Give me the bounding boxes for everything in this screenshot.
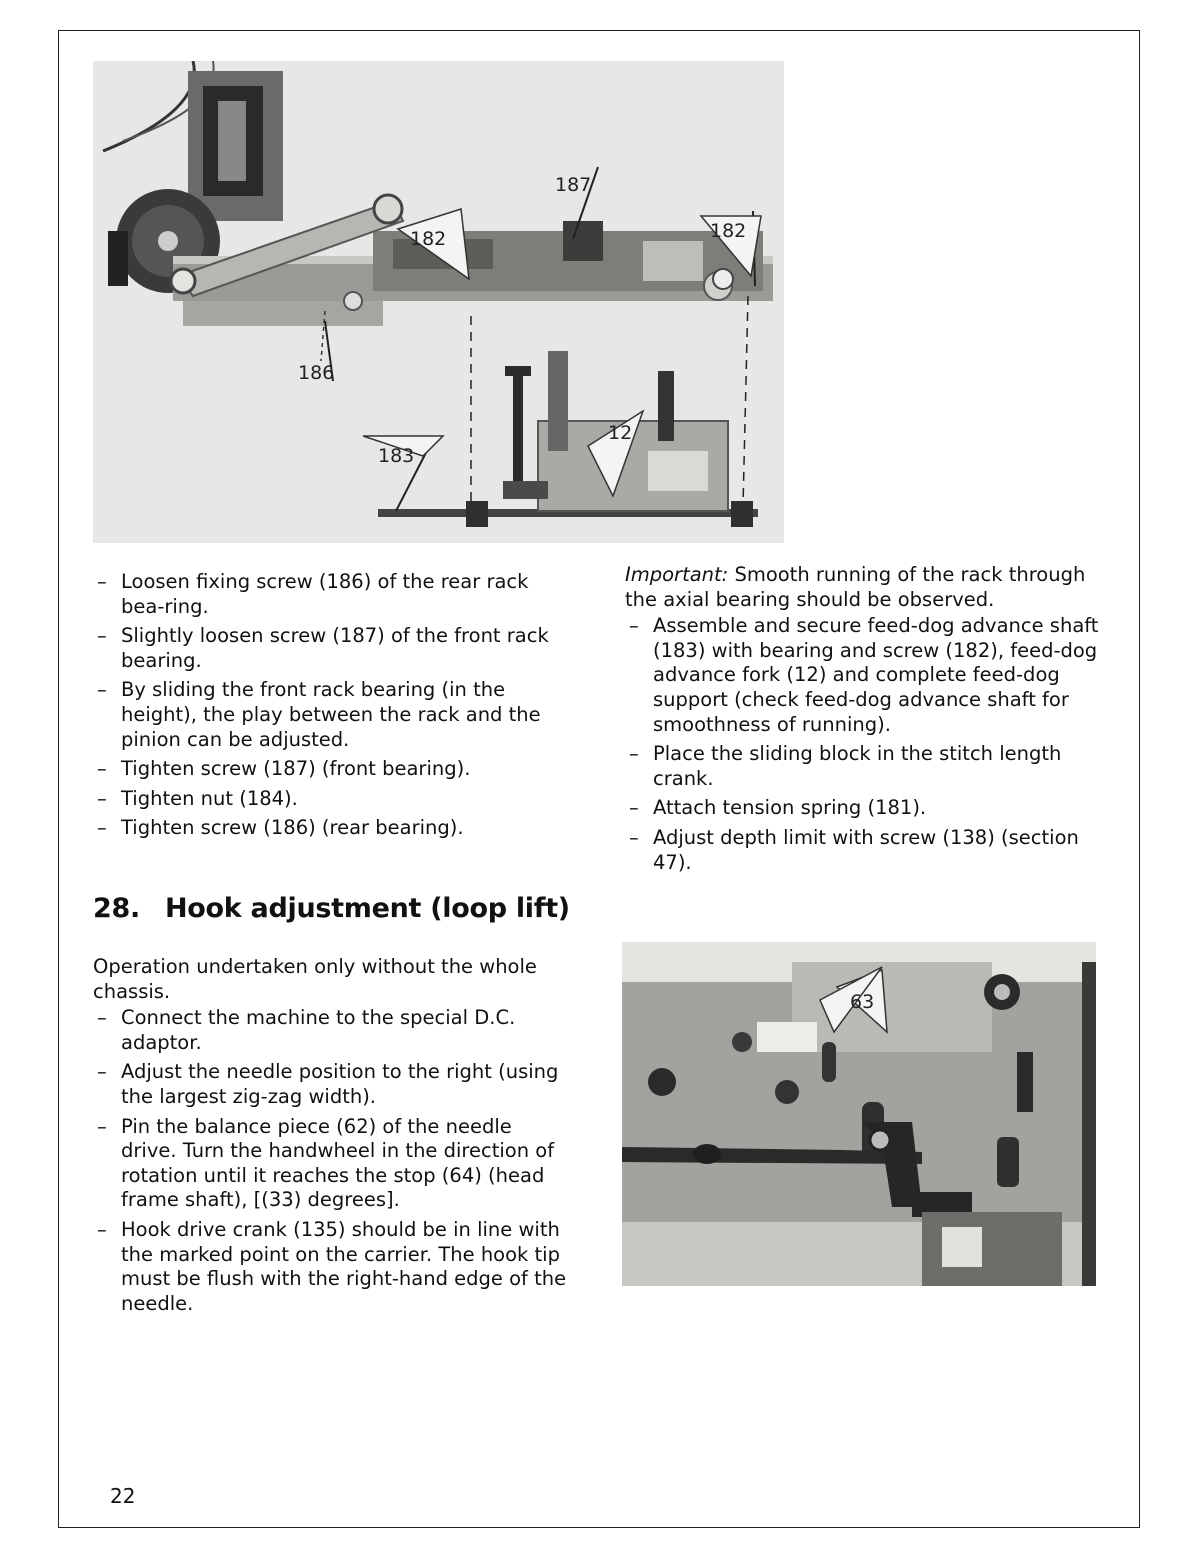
callout-12: 12 [608, 422, 633, 444]
feed-dog-mechanism-photo [93, 61, 784, 543]
list-item: – Place the sliding block in the stitch length crank. [625, 742, 1110, 791]
callout-183: 183 [378, 445, 415, 467]
hook-adjustment-steps [93, 955, 573, 1321]
head-frame-photo [622, 942, 1096, 1286]
rack-adjustment-steps [93, 568, 573, 846]
list-item: – Pin the balance piece (62) of the needle drive. Turn the handwheel in the direction of rotation until it reaches the stop (64) (head frame shaft), [(33) degrees]. [93, 1115, 573, 1213]
list-item: – Assemble and secure feed-dog advance shaft (183) with bearing and screw (182), feed-dog advance fork (12) and complete feed-dog support (check feed-dog advance shaft for smoothness of running). [625, 614, 1110, 737]
section-number: 28. [93, 893, 140, 924]
list-item: – Slightly loosen screw (187) of the front rack bearing. [93, 624, 573, 673]
list-item: – Connect the machine to the special D.C. adaptor. [93, 1006, 573, 1055]
list-item: – Tighten nut (184). [93, 787, 573, 812]
important-note [625, 563, 1110, 612]
feed-dog-assembly-steps [625, 563, 1110, 880]
head-frame-illustration [622, 942, 1096, 1286]
important-label: Important: [625, 563, 729, 586]
list-item: – Hook drive crank (135) should be in line with the marked point on the carrier. The hook tip must be flush with the right-hand edge of the needle. [93, 1218, 573, 1316]
callout-187: 187 [555, 174, 592, 196]
list-item: – Attach tension spring (181). [625, 796, 1110, 821]
page-number: 22 [110, 1484, 136, 1508]
feed-dog-mechanism-illustration [93, 61, 784, 543]
list-item: – Tighten screw (186) (rear bearing). [93, 816, 573, 841]
list-item: – Adjust the needle position to the right (using the largest zig-zag width). [93, 1060, 573, 1109]
list-item: – Tighten screw (187) (front bearing). [93, 757, 573, 782]
list-item: – Loosen fixing screw (186) of the rear rack bea-ring. [93, 570, 573, 619]
callout-182-right: 182 [710, 220, 747, 242]
callout-186: 186 [298, 362, 335, 384]
important-text: Smooth running of the rack through the axial bearing should be observed. [625, 563, 1086, 611]
callout-63: 63 [850, 991, 875, 1013]
section-heading [93, 893, 570, 924]
callout-182-left: 182 [410, 228, 447, 250]
list-item: – By sliding the front rack bearing (in the height), the play between the rack and the pinion can be adjusted. [93, 678, 573, 752]
list-item: – Adjust depth limit with screw (138) (section 47). [625, 826, 1110, 875]
section-intro: Operation undertaken only without the whole chassis. [93, 955, 537, 1003]
section-title: Hook adjustment (loop lift) [165, 893, 570, 924]
